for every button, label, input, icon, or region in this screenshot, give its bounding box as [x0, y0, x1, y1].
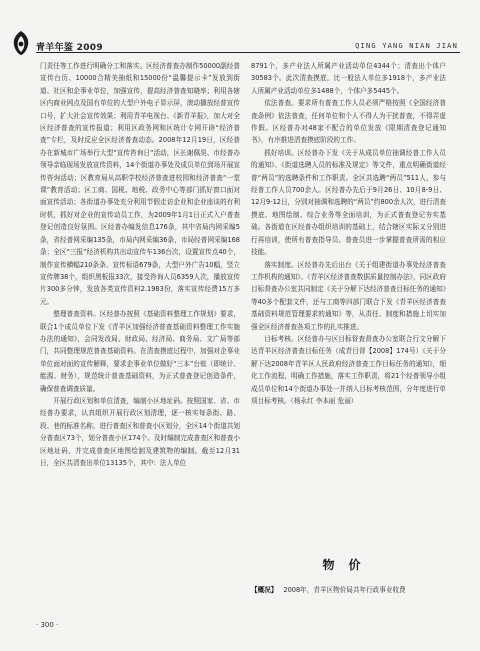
- yearbook-logo-icon: [10, 30, 32, 56]
- section-overview: [251, 584, 446, 596]
- header-rule: [36, 52, 460, 53]
- right-paragraph-4: 落实制度。区经普办先后出台《关于组建街道办事处经济普查工作机构的通知》、《青羊区经济普查数据质量控制办法》，同区政府目标督查办公室共同制定《关于分解下达经济普查目标任务的通知》等40多个配套文件，还与工商等四部门联合下发《青羊区经济普查基础资料规范管理要求的通知》等，从责任、制度和措施上切实加强全区经济普查各项工作的扎实推进。: [251, 260, 446, 331]
- right-paragraph-2: 依法普查。要求所有普查工作人员必须严格按照《全国经济普查条例》依法普查，任何单位和个人不得人为干扰普查，不得弄虚作假。区经普办对48家不配合的单位发放《限期清查登记通知书》，有序推进清查摸底阶段的工作。: [251, 99, 446, 145]
- overview-text: 2008年，青羊区物价局共年行政事业收费: [283, 586, 406, 594]
- right-paragraph-3: 抓好培训。区经普办下发《关于从成员单位抽调经普工作人员的通知》、《街道选聘人员的标准及规定》等文件，重点明确街道经普“两员”的选聘条件和工作职责。全区共选聘“两员”511人，参与经普工作人员700余人。区经普办先后于9月26日、10月8-9日、12月9-12日，分别对抽调和选聘的“两员”约800余人次，进行清查摸底、地图绘制、综合业务等全面培训，为正式普查登记夯实基础。各街道在区经普办组织培训的基础上，结合辖区实际又分别进行再培训，使所有普查指导员、普查员进一步掌握普查所需的相应技能。: [251, 148, 446, 257]
- yearbook-title: 青羊年鉴 2009: [36, 43, 103, 53]
- left-column: [40, 60, 240, 469]
- page-header: [0, 0, 480, 56]
- right-paragraph-1: 8791个，多产业法人所属产业活动单位4344个；清查出个体户30583个。此次清查摸底，比一般法人单位多1918个，多产业法人所属产业活动单位多1488个，个体户多5445个。: [251, 62, 446, 95]
- right-column: [251, 60, 446, 407]
- left-paragraph-1: 门责任等工作进行明确分工和落实。区经济普查办制作50000副经普宣传台历、10000合精美抽纸和15000份“温馨提示卡”发放到街道、社区和企事业单位，加强宣传，提高经济普查知晓率；利用各辖区内商业网点及国有单位的大型户外电子显示屏，滚动播放经普宣传口号，扩大社会宣传效果；利用青羊电视台、《新青羊报》，加大对全区经济普查的宣传报道；利用区政务网和区统计专网开辟“经济普查”专栏，及时反应全区经济普查动态。2008年12月19日，区经普办在新城市广场举行大型“宣传咨询日”活动，区长谢佩昊、市经普办领导亲临现场发放宣传资料，14个街道办事处及成员单位到场开展宣传咨询活动；区教育局从高职学校经济普查进校园和经济普查“一堂课”教育活动；区工商、国税、地税、政务中心等部门抓好窗口面对面宣传活动；各街道办事处充分利用节假走访企业和企业座谈的有利时机，抓好对企业的宣传动员工作，为2009年1月1日正式入户普查登记创造良好氛围。区经普办编发信息176条，其中省局内网采编5条，省经普网采编135条，市局内网采编36条，市局经普网采编168条；全区“三报”经济机构共出动宣传车136台次，设置宣传点40个，制作宣传横幅210条条、宣传标语679条，大型户外广告10幅，竖立宣传牌38个，组织黑板报33次，接受咨询人员6359人次，播放宣传片300多分钟，发放各类宣传资料2.1983份，落实宣传经费15万多元。: [40, 62, 240, 306]
- left-paragraph-3: 开展行政区划和单位清查，编制小区地址码。按照国家、省、市经普办要求，认真组织开展行政区划清理，逐一核实每条街、路、段、巷的标准名称，进行普查区和普查小区划分，全区14个街道共划分普查区73个，划分普查小区174个。及时编制完成普查区和普查小区地址码，并完成普查区地图绘制及建筑物的编制。截至12月31日，全区共清查出单位13135个，其中：法人单位: [40, 396, 240, 467]
- left-paragraph-2: 整理普查资料。区经普办按照《基础资料整理工作规划》要求，联合1个成员单位下发《青羊区加强经济普查基础资料整理工作实施办法的通知》，会同发改局、财政局、经济局、商务局、文广局等部门，共同整理规范普查基础资料。在清查摸底过程中，加强对企事业单位面对面的宣传解释，要求企事业单位做好“三本”台账（即统计、能源、财务），规范统计普查基础资料，为正式普查登记创造条件，确保普查调查质量。: [40, 310, 240, 393]
- right-paragraph-5: 目标考核。区经普办与区目标督查督查办公室联合行文分解下达青羊区经济普查目标任务（成青目督【2008】174号）《关于分解下达2008年青羊区人民政府经济普查工作目标任务的通知》，细化工作流程，明确工作措施，落实工作职责，将21个经普领导小组成员单位和14个街道办事处一并纳入目标考核范围，分年度进行单项目标考核。（杨永红 李本丽 危丽）: [251, 334, 446, 405]
- page-number: · 300 ·: [36, 621, 59, 629]
- overview-tag: 【概况】: [251, 586, 278, 594]
- section-heading: 物价: [322, 558, 375, 572]
- running-head: QING YANG NIAN JIAN: [355, 42, 458, 50]
